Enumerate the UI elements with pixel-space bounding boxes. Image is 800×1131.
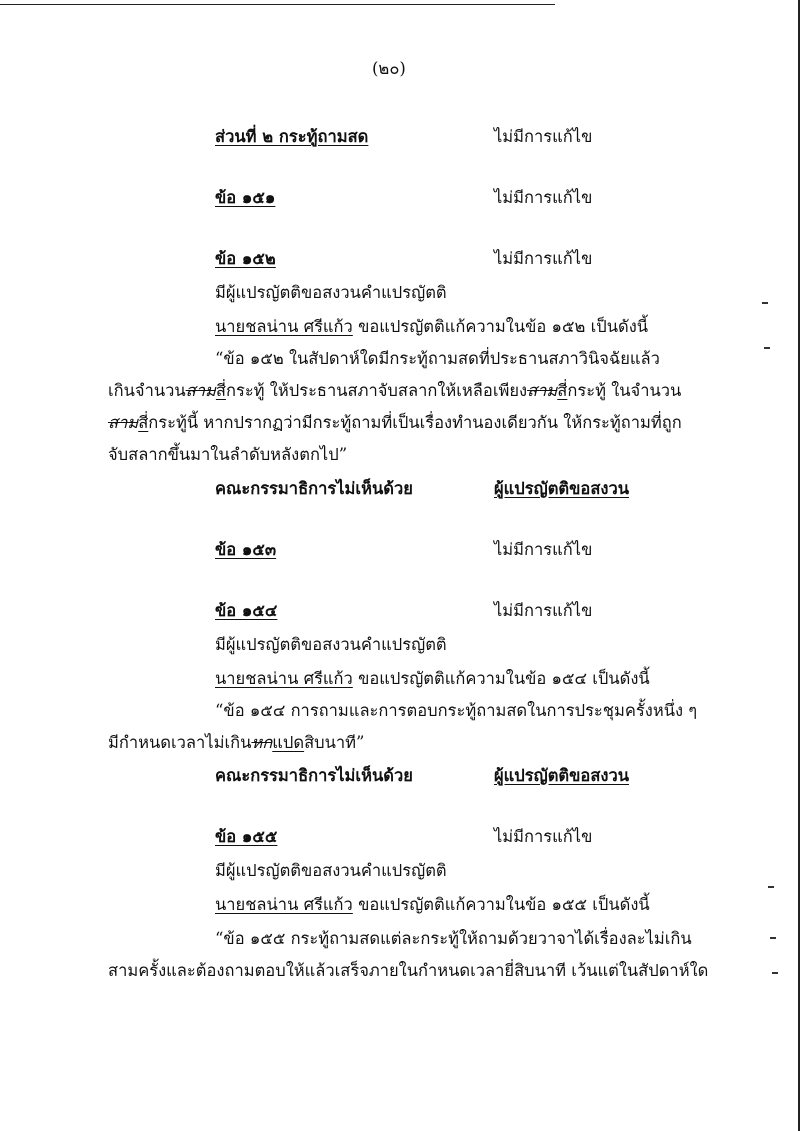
section-title-152: ข้อ ๑๕๒ bbox=[215, 249, 276, 268]
reserver-label-152: ผู้แปรญัตติขอสงวน bbox=[494, 479, 629, 498]
member-name: นายชลน่าน ศรีแก้ว bbox=[215, 669, 353, 688]
committee-disagree-152: คณะกรรมาธิการไม่เห็นด้วย bbox=[215, 479, 413, 498]
inserted-text: สี่ bbox=[557, 381, 568, 400]
inserted-text: แปด bbox=[272, 733, 305, 752]
margin-mark bbox=[772, 972, 778, 974]
amendment-line-154 bbox=[215, 668, 650, 690]
page-number: (๒๐) bbox=[372, 59, 406, 78]
amendment-line-152 bbox=[215, 316, 648, 338]
quote-152-line-2 bbox=[108, 380, 681, 402]
section-title-155: ข้อ ๑๕๕ bbox=[215, 827, 278, 846]
quote-text: กระทู้นี้ หากปรากฏว่ามีกระทู้ถามที่เป็นเรื่องทำนองเดียวกัน ให้กระทู้ถามที่ถูก bbox=[148, 413, 682, 432]
amendment-text: ขอแปรญัตติแก้ความในข้อ ๑๕๔ เป็นดังนี้ bbox=[352, 669, 650, 688]
margin-mark bbox=[770, 937, 776, 939]
section-status-155: ไม่มีการแก้ไข bbox=[494, 827, 593, 846]
quote-text: กระทู้ ให้ประธานสภาจับสลากให้เหลือเพียง bbox=[225, 381, 528, 400]
margin-mark bbox=[764, 347, 770, 349]
section-title-154: ข้อ ๑๕๔ bbox=[215, 601, 278, 620]
section-status-154: ไม่มีการแก้ไข bbox=[494, 601, 593, 620]
deleted-text: หก bbox=[251, 733, 273, 752]
deleted-text: สาม bbox=[527, 381, 558, 400]
reservation-note-154: มีผู้แปรญัตติขอสงวนคำแปรญัตติ bbox=[215, 635, 447, 654]
quote-154-line-1: “ข้อ ๑๕๔ การถามและการตอบกระทู้ถามสดในการประชุมครั้งหนึ่ง ๆ bbox=[215, 701, 698, 720]
reservation-note-155: มีผู้แปรญัตติขอสงวนคำแปรญัตติ bbox=[215, 861, 447, 880]
reservation-note-152: มีผู้แปรญัตติขอสงวนคำแปรญัตติ bbox=[215, 283, 447, 302]
quote-text: เกินจำนวน bbox=[108, 381, 186, 400]
part-heading: ส่วนที่ ๒ กระทู้ถามสด bbox=[215, 127, 369, 146]
margin-mark bbox=[768, 886, 774, 888]
inserted-text: สี่ bbox=[215, 381, 226, 400]
quote-152-line-3 bbox=[108, 412, 682, 434]
amendment-line-155 bbox=[215, 894, 650, 916]
section-status-151: ไม่มีการแก้ไข bbox=[494, 188, 593, 207]
section-status-152: ไม่มีการแก้ไข bbox=[494, 249, 593, 268]
deleted-text: สาม bbox=[185, 381, 216, 400]
quote-154-line-2 bbox=[108, 732, 364, 754]
section-title-151: ข้อ ๑๕๑ bbox=[215, 188, 276, 207]
section-status-153: ไม่มีการแก้ไข bbox=[494, 540, 593, 559]
section-title-153: ข้อ ๑๕๓ bbox=[215, 540, 277, 559]
member-name: นายชลน่าน ศรีแก้ว bbox=[215, 895, 353, 914]
quote-152-line-1: “ข้อ ๑๕๒ ในสัปดาห์ใดมีกระทู้ถามสดที่ประธานสภาวินิจฉัยแล้ว bbox=[215, 349, 660, 368]
inserted-text: สี่ bbox=[138, 413, 149, 432]
reserver-label-154: ผู้แปรญัตติขอสงวน bbox=[494, 766, 629, 785]
quote-155-line-2: สามครั้งและต้องถามตอบให้แล้วเสร็จภายในกำหนดเวลายี่สิบนาที เว้นแต่ในสัปดาห์ใด bbox=[108, 961, 709, 980]
part-status: ไม่มีการแก้ไข bbox=[494, 127, 593, 146]
quote-text: สิบนาที” bbox=[304, 733, 365, 752]
quote-155-line-1: “ข้อ ๑๕๕ กระทู้ถามสดแต่ละกระทู้ให้ถามด้วยวาจาได้เรื่องละไม่เกิน bbox=[215, 929, 692, 948]
quote-152-line-4: จับสลากขึ้นมาในลำดับหลังตกไป” bbox=[108, 445, 348, 464]
amendment-text: ขอแปรญัตติแก้ความในข้อ ๑๕๒ เป็นดังนี้ bbox=[352, 317, 649, 336]
deleted-text: สาม bbox=[108, 413, 139, 432]
quote-text: มีกำหนดเวลาไม่เกิน bbox=[108, 733, 252, 752]
top-border-line bbox=[0, 4, 555, 5]
committee-disagree-154: คณะกรรมาธิการไม่เห็นด้วย bbox=[215, 766, 413, 785]
margin-mark bbox=[762, 302, 768, 304]
amendment-text: ขอแปรญัตติแก้ความในข้อ ๑๕๕ เป็นดังนี้ bbox=[352, 895, 650, 914]
member-name: นายชลน่าน ศรีแก้ว bbox=[215, 317, 353, 336]
quote-text: กระทู้ ในจำนวน bbox=[567, 381, 682, 400]
